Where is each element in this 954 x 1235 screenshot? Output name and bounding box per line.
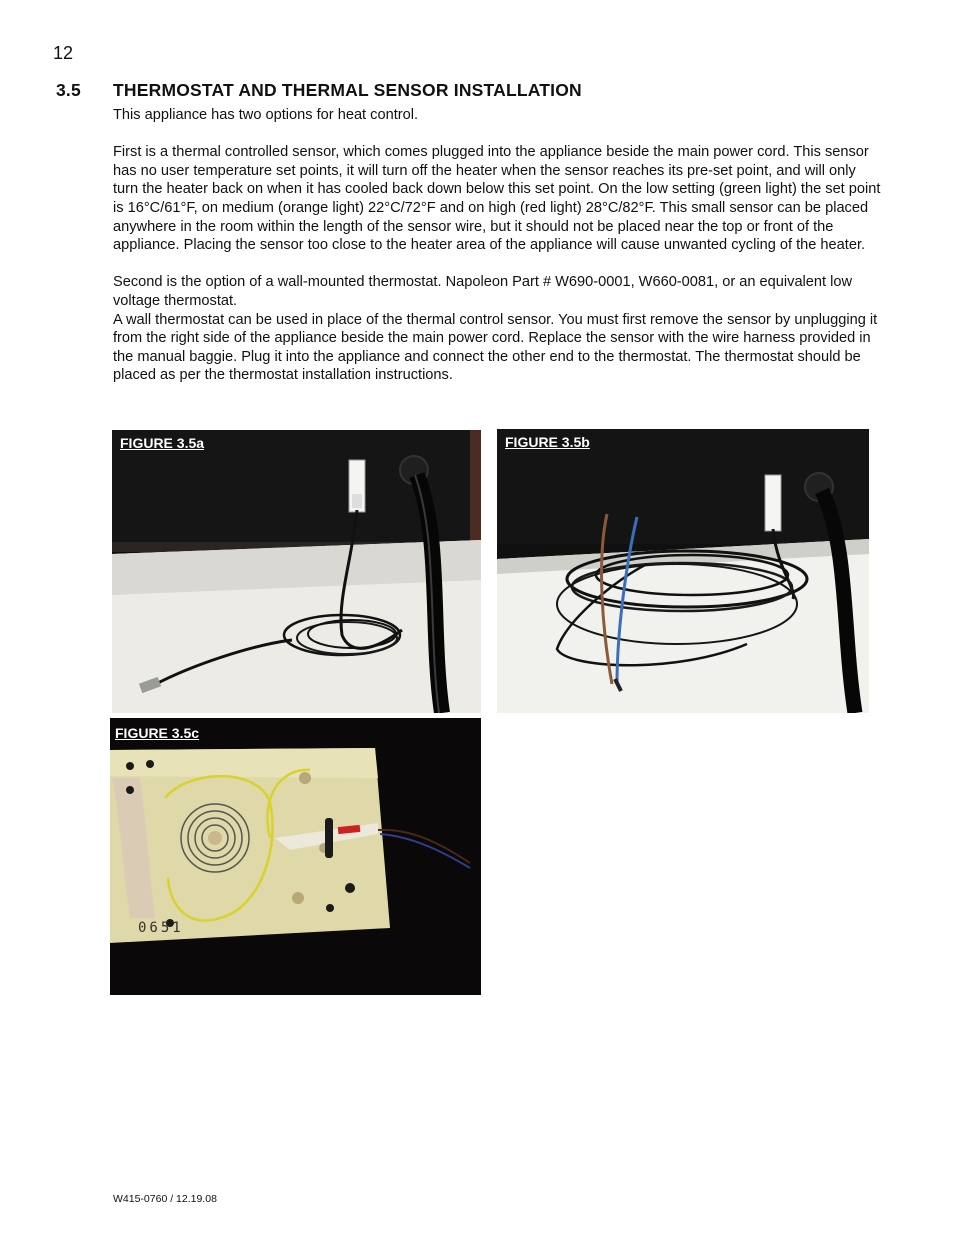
thermostat-photo bbox=[110, 718, 481, 995]
paragraph-replacement: A wall thermostat can be used in place of the thermal control sensor. You must first remove the sensor by unplugging it from the right side of the appliance beside the main power cord. Replace the sensor with the wire harness provided in the manual baggie. Plug it into the appliance and connect the other end to the thermostat. The thermostat should be placed as per the thermostat installation instructions. bbox=[113, 311, 878, 384]
section-heading bbox=[56, 80, 582, 101]
paragraph-intro: This appliance has two options for heat control. bbox=[113, 107, 419, 123]
paragraph-wall-thermostat: Second is the option of a wall-mounted thermostat. Napoleon Part # W690-0001, W660-0081, or an equivalent low voltage thermostat. bbox=[113, 274, 853, 309]
paragraph-thermal-sensor: First is a thermal controlled sensor, which comes plugged into the appliance beside the main power cord. This sensor has no user temperature set points, it will turn off the heater when the sensor reaches its pre-set point, and will only turn the heater back on when it has cooled back down below this set point. On the low setting (green light) the set point is 16°C/61°F, on medium (orange light) 22°C/72°F and on high (red light) 28°C/82°F. This small sensor can be placed anywhere in the room within the length of the sensor wire, but it should not be placed near the top or front of the appliance. Placing the sensor too close to the heater area of the appliance will cause unwanted cycling of the heater. bbox=[113, 144, 881, 254]
figure-3-5a bbox=[112, 430, 481, 713]
figure-label-a: FIGURE 3.5a bbox=[120, 435, 205, 451]
page-number: 12 bbox=[53, 43, 74, 63]
section-number: 3.5 bbox=[56, 80, 81, 100]
wire-harness-photo bbox=[497, 429, 869, 713]
thermostat-imprint-number: 0651 bbox=[138, 920, 184, 936]
document-code: W415-0760 / 12.19.08 bbox=[113, 1193, 217, 1205]
figure-3-5c bbox=[110, 718, 481, 995]
sensor-photo bbox=[112, 430, 481, 713]
figure-label-b: FIGURE 3.5b bbox=[505, 434, 590, 450]
section-title: THERMOSTAT AND THERMAL SENSOR INSTALLATION bbox=[113, 80, 582, 100]
body-text bbox=[113, 106, 883, 385]
figure-3-5b bbox=[497, 429, 869, 713]
figure-label-c: FIGURE 3.5c bbox=[115, 725, 200, 741]
